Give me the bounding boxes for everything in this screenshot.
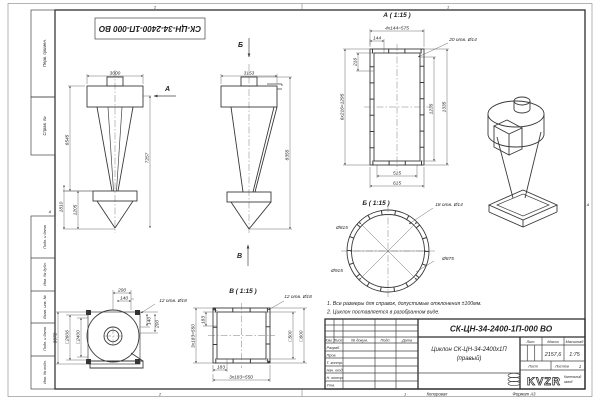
logo-sub1: Котельный: [564, 375, 582, 379]
dim-front-b1: 1810: [59, 201, 65, 213]
tb-scale-value: 1:75: [569, 352, 580, 358]
dim-b-d1: Ø815: [336, 226, 348, 231]
tb-doc-number: СК-ЦН-34-2400-1П-000 ВО: [449, 324, 553, 334]
callout-v-holes: 12 отв. Ø18: [284, 295, 312, 300]
tb-row-nkontr: Н. контр.: [326, 376, 344, 380]
notes: [326, 301, 482, 316]
view-arrow-a-label: А: [165, 86, 171, 93]
callout-top-holes: 12 отв. Ø18: [159, 299, 187, 304]
dim-v-b2: 3x183=550: [229, 375, 253, 381]
tb-scale-label: Масштаб: [565, 340, 584, 344]
dim-b-d2: Ø915: [331, 269, 343, 274]
dim-side-height: 8355: [285, 149, 291, 161]
tb-row-utv: Утв.: [326, 383, 336, 388]
note-2: 2. Циклон поставляется в разобранном виде.: [327, 309, 440, 316]
dim-v-l1: 183: [201, 315, 207, 325]
dim-a-top2: 144: [372, 36, 382, 42]
dim-top-3: □2400: [76, 330, 82, 344]
zone-mid-right: А: [586, 203, 590, 207]
isometric-view: [488, 97, 557, 227]
footer-format: Формат А3: [512, 391, 536, 397]
margin-field-podp-data-1: Подп. и дата: [43, 225, 47, 249]
tb-row-razrab: Разраб.: [326, 346, 341, 350]
dim-side-width: 3153: [243, 71, 255, 77]
dim-v-b1: 183: [216, 365, 226, 371]
zone-mid-left: А: [48, 210, 52, 214]
dim-a-r2: 1335: [442, 101, 448, 113]
title-block: [325, 319, 585, 389]
tb-sheets-label: Листов: [555, 364, 569, 369]
tb-row-prov: Пров.: [326, 353, 337, 358]
dim-v-r2: □600: [299, 330, 305, 342]
tb-lit-label: Лит.: [526, 340, 536, 344]
section-v-title: В ( 1:15 ): [229, 288, 257, 295]
tb-sheets-value: 1: [578, 363, 582, 369]
tb-row-nachotd: Нач. отд.: [326, 368, 344, 373]
front-view: [59, 70, 177, 233]
zone-top-left: 2: [153, 5, 157, 10]
logo-text: KVZR: [527, 376, 561, 388]
view-arrow-v-label: В: [237, 253, 243, 260]
section-a-title: А ( 1:15 ): [383, 12, 411, 19]
tb-mass-value: 2157,6: [544, 352, 562, 358]
logo-sub2: завод: [564, 380, 573, 384]
tb-sheet-label: Лист: [528, 364, 538, 369]
tb-name-line2: (правый): [456, 356, 482, 362]
tb-header-izm: Изм. Лист: [324, 338, 344, 343]
dim-a-top: 4x144=575: [385, 26, 409, 32]
dim-front-h1: 6545: [65, 134, 71, 146]
margin-column: [31, 10, 55, 389]
tb-header-sign: Подп.: [380, 338, 391, 343]
dim-a-b1: 515: [392, 171, 402, 177]
callout-a-holes: 20 отв. Ø14: [449, 38, 477, 43]
dim-top-1: 3072: [53, 332, 59, 344]
tb-mass-label: Масса: [547, 340, 559, 344]
dim-top-7: 200: [155, 319, 161, 329]
section-b-circle: [330, 200, 463, 297]
dim-front-h2: 7257: [145, 152, 151, 164]
dim-front-width: 3000: [109, 71, 121, 77]
dim-top-5: 140: [119, 296, 129, 302]
bottom-strip: [427, 392, 537, 397]
section-v: [191, 288, 313, 382]
zone-bottom-left: 2: [158, 392, 162, 397]
margin-field-podp-data-2: Подп. и дата: [43, 327, 47, 351]
top-stamp: [95, 18, 205, 39]
stamp-doc-number: СК-ЦН-34-2400-1П-000 ВО: [98, 24, 202, 33]
tb-row-tkontr: Т. контр.: [326, 361, 343, 365]
zone-bottom-right: 1: [403, 392, 407, 397]
dim-top-2: □2606: [65, 330, 71, 344]
view-arrow-b-label: Б: [238, 42, 243, 49]
logo: [508, 373, 582, 388]
side-view: [221, 38, 292, 266]
footer-copy: Копировал: [426, 391, 448, 397]
tb-header-doc: № докум.: [351, 338, 368, 343]
note-1: 1. Все размеры для справок, допустимые отклонения ±100мм.: [327, 301, 482, 307]
tb-header-date: Дата: [401, 338, 413, 343]
dim-a-l1: 216: [353, 57, 359, 67]
margin-field-inv-dubl: Инв. № дубл.: [43, 262, 47, 286]
section-a: [340, 12, 478, 188]
margin-field-vzam-inv: Взам. инв. №: [43, 295, 47, 319]
dim-a-b2: 615: [392, 181, 402, 187]
zone-top-right: 1: [446, 5, 450, 10]
margin-field-inv-podl: Инв. № подл.: [43, 360, 47, 384]
top-view: [53, 288, 188, 369]
margin-field-perv-primen: Перв. примен.: [42, 39, 47, 67]
callout-b-holes: 18 отв. Ø14: [435, 203, 463, 208]
dim-v-r1: □500: [288, 330, 294, 342]
dim-top-6: 140: [147, 316, 153, 326]
section-b-title: Б ( 1:15 ): [362, 200, 390, 207]
dim-a-r1: 1235: [429, 103, 435, 115]
tb-name-line1: Циклон СК-ЦН-34-2400х1П: [431, 347, 507, 353]
margin-field-sprav: Справ. №: [42, 116, 47, 136]
dim-a-l2: 6x216=1295: [340, 93, 346, 121]
dim-top-4: 200: [117, 288, 127, 294]
dim-v-l2: 3x183=550: [191, 324, 197, 348]
dim-b-d3: Ø875: [442, 257, 454, 262]
dim-front-b2: 1205: [73, 204, 79, 216]
